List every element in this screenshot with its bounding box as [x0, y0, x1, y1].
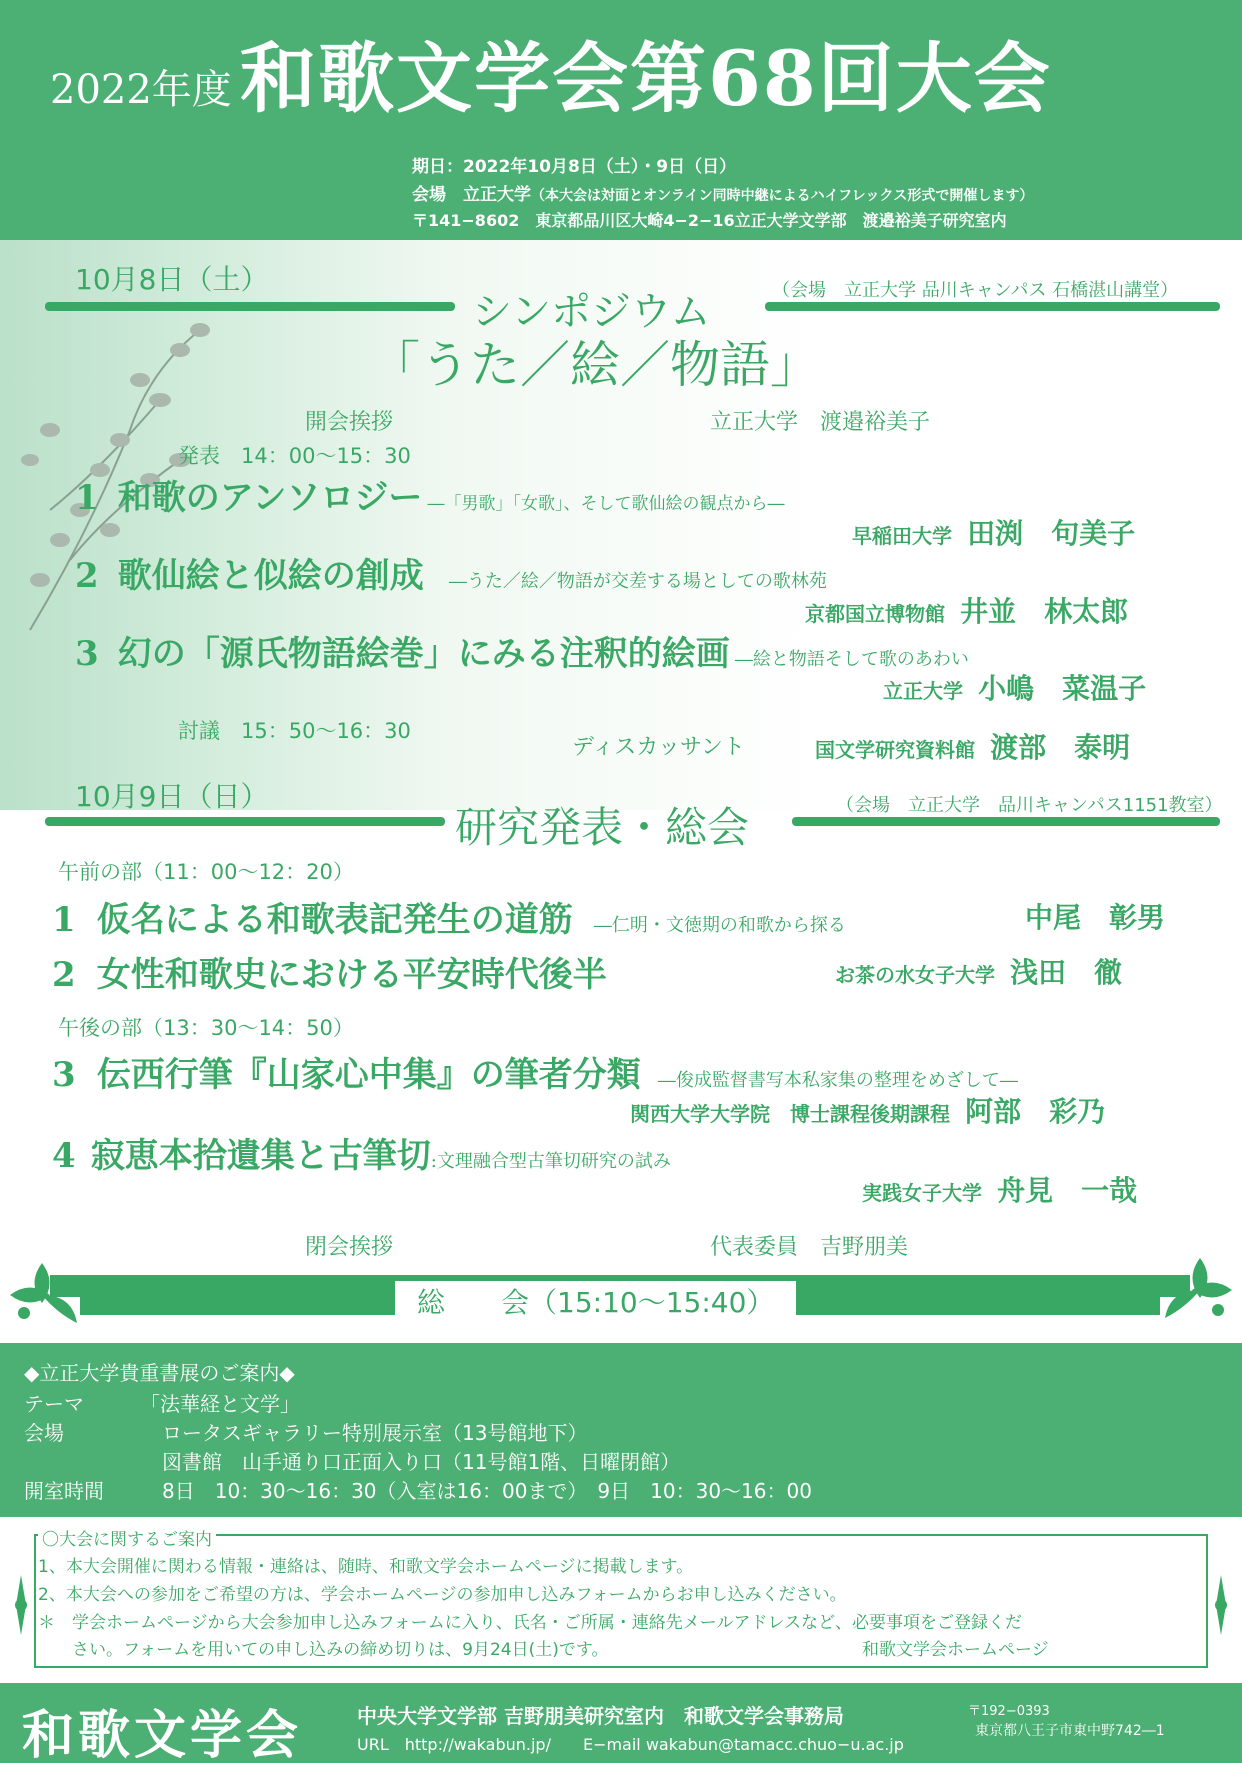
day2-talk-4 — [52, 1128, 671, 1177]
talk-number: 3 — [52, 1055, 76, 1095]
day2-venue: （会場 立正大学 品川キャンパス1151教室） — [836, 795, 1223, 816]
closing-person: 代表委員 吉野朋美 — [710, 1235, 909, 1260]
day1-date: 10月8日（土） — [75, 263, 269, 296]
notice-item-3: ＊ 学会ホームページから大会参加申し込みフォームに入り、氏名・ご所属・連絡先メールアドレスなど、必要事項をご登録くだ — [38, 1613, 1022, 1633]
talk-number: 1 — [75, 478, 99, 518]
symposium-theme: 「うた／絵／物語」 — [370, 336, 820, 394]
talk-title: 歌仙絵と似絵の創成 — [117, 556, 424, 596]
speaker-affiliation: お茶の水女子大学 — [835, 963, 995, 987]
talk-subtitle: ―うた／絵／物語が交差する場としての歌林苑 — [448, 571, 827, 592]
talk-number: 3 — [75, 634, 99, 674]
day2-speaker-2 — [835, 951, 1122, 991]
exhibit-hours-value: 8日 10：30〜16：30（入室は16：00まで） 9日 10：30〜16：00 — [162, 1479, 812, 1503]
talk-title: 伝西行筆『山家心中集』の筆者分類 — [96, 1055, 641, 1095]
morning-session: 午前の部（11：00〜12：20） — [58, 860, 354, 884]
day2-date: 10月9日（日） — [75, 780, 269, 813]
talk-number: 1 — [52, 900, 76, 940]
day2-talk-1 — [52, 892, 846, 941]
day2-rule-left — [45, 817, 445, 826]
header-year: 2022年度 — [50, 67, 232, 113]
talk-number: 4 — [52, 1136, 76, 1176]
header-venue-name: 会場 立正大学 — [412, 185, 531, 205]
footer-url[interactable]: URL http://wakabun.jp/ E−mail wakabun@tamacc.chuo−u.ac.jp — [357, 1735, 904, 1754]
day1-speaker-2 — [805, 590, 1128, 630]
day2-talk-3 — [52, 1047, 1018, 1096]
opening-label: 開会挨拶 — [305, 410, 394, 435]
speaker-name: 阿部 彩乃 — [965, 1095, 1106, 1128]
notice-item-4: さい。フォームを用いての申し込みの締め切りは、9月24日(土)です。 — [72, 1640, 609, 1660]
afternoon-session: 午後の部（13：30〜14：50） — [58, 1016, 354, 1040]
talk-number: 2 — [52, 955, 76, 995]
talk-title: 幻の「源氏物語絵巻」にみる注釈的絵画 — [117, 634, 730, 674]
header-title: 和歌文学会第68回大会 — [240, 34, 1052, 123]
discussant-label: ディスカッサント — [572, 735, 745, 760]
discussant — [815, 726, 1130, 766]
exhibit-venue-label: 会場 — [24, 1421, 64, 1445]
speaker-name: 舟見 一哉 — [997, 1174, 1138, 1207]
talk-subtitle: ―絵と物語そして歌のあわい — [734, 649, 969, 670]
ornament-left-icon — [6, 1575, 36, 1635]
exhibit-theme-value: 「法華経と文学」 — [140, 1392, 300, 1416]
talk-number: 2 — [75, 556, 99, 596]
notice-item-2: 2、本大会への参加をご希望の方は、学会ホームページの参加申し込みフォームからお申し込みください。 — [38, 1585, 847, 1605]
footer-address: 東京都八王子市東中野742―1 — [975, 1723, 1165, 1739]
closing-label: 閉会挨拶 — [305, 1235, 394, 1260]
exhibit-heading: ◆立正大学貴重書展のご案内◆ — [24, 1361, 295, 1385]
discussion-time: 討議 15：50〜16：30 — [178, 719, 411, 743]
speaker-name: 井並 林太郎 — [960, 595, 1129, 628]
talk-subtitle: ―俊成監督書写本私家集の整理をめざして― — [657, 1070, 1018, 1091]
day1-venue: （会場 立正大学 品川キャンパス 石橋湛山講堂） — [772, 280, 1179, 301]
day1-speaker-1 — [852, 512, 1135, 552]
speaker-name: 田渕 句美子 — [967, 517, 1136, 550]
discussant-name: 渡部 泰明 — [990, 731, 1131, 764]
talk-title: 女性和歌史における平安時代後半 — [96, 955, 607, 995]
header-address: 〒141−8602 東京都品川区大崎4−2−16立正大学文学部 渡邉裕美子研究室内 — [412, 211, 1007, 230]
header-venue — [412, 180, 1033, 205]
exhibit-venue-line1: ロータスギャラリー特別展示室（13号館地下） — [162, 1421, 588, 1445]
day1-rule-left — [45, 302, 455, 311]
day2-rule-right — [792, 817, 1220, 826]
talk-subtitle: ―仁明・文徳期の和歌から探る — [593, 915, 846, 936]
day1-talk-3 — [75, 626, 969, 675]
day1-speaker-3 — [883, 667, 1146, 707]
speaker-name: 浅田 徹 — [1010, 956, 1123, 989]
speaker-name: 中尾 彰男 — [1025, 901, 1166, 934]
notice-heading: 〇大会に関するご案内 — [38, 1525, 216, 1550]
speaker-affiliation: 早稲田大学 — [852, 524, 952, 548]
day2-speaker-4 — [862, 1169, 1137, 1209]
footer-society: 和歌文学会 — [22, 1706, 303, 1766]
day2-heading: 研究発表・総会 — [455, 803, 750, 852]
talk-title: 仮名による和歌表記発生の道筋 — [96, 900, 573, 940]
day2-talk-2 — [52, 947, 607, 996]
footer-office: 中央大学文学部 吉野朋美研究室内 和歌文学会事務局 — [357, 1704, 844, 1728]
ornament-right-icon — [1206, 1575, 1236, 1635]
homepage-link[interactable]: 和歌文学会ホームページ — [862, 1640, 1049, 1660]
header-date: 期日：2022年10月8日（土）・9日（日） — [412, 157, 737, 177]
talk-subtitle: :文理融合型古筆切研究の試み — [430, 1151, 671, 1172]
opening-person: 立正大学 渡邉裕美子 — [710, 410, 931, 435]
general-meeting: 総 会（15:10〜15:40） — [395, 1281, 796, 1321]
day1-talk-2 — [75, 548, 827, 597]
exhibit-hours-label: 開室時間 — [24, 1479, 104, 1503]
header-venue-note: （本大会は対面とオンライン同時中継によるハイフレックス形式で開催します） — [531, 188, 1034, 204]
discussant-affiliation: 国文学研究資料館 — [815, 738, 975, 762]
day1-rule-right — [765, 302, 1220, 311]
speaker-affiliation: 京都国立博物館 — [805, 602, 945, 626]
footer-postal: 〒192−0393 — [968, 1704, 1050, 1719]
day1-talk-1 — [75, 470, 785, 519]
speaker-name: 小嶋 菜温子 — [978, 672, 1147, 705]
talk-title: 和歌のアンソロジー — [117, 478, 423, 518]
speaker-affiliation: 関西大学大学院 博士課程後期課程 — [630, 1102, 950, 1126]
exhibit-theme-label: テーマ — [24, 1392, 84, 1416]
exhibit-venue-line2: 図書館 山手通り口正面入り口（11号館1階、日曜閉館） — [162, 1450, 681, 1474]
day2-speaker-3 — [630, 1090, 1105, 1130]
session-time: 発表 14：00〜15：30 — [178, 444, 411, 468]
talk-subtitle: ―「男歌」「女歌」、そして歌仙絵の観点から― — [427, 494, 785, 514]
talk-title: 寂恵本拾遺集と古筆切 — [90, 1136, 431, 1176]
day1-heading: シンポジウム — [472, 289, 711, 335]
speaker-affiliation: 実践女子大学 — [862, 1181, 982, 1205]
speaker-affiliation: 立正大学 — [883, 679, 963, 703]
notice-item-1: 1、本大会開催に関わる情報・連絡は、随時、和歌文学会ホームページに掲載します。 — [38, 1557, 694, 1577]
